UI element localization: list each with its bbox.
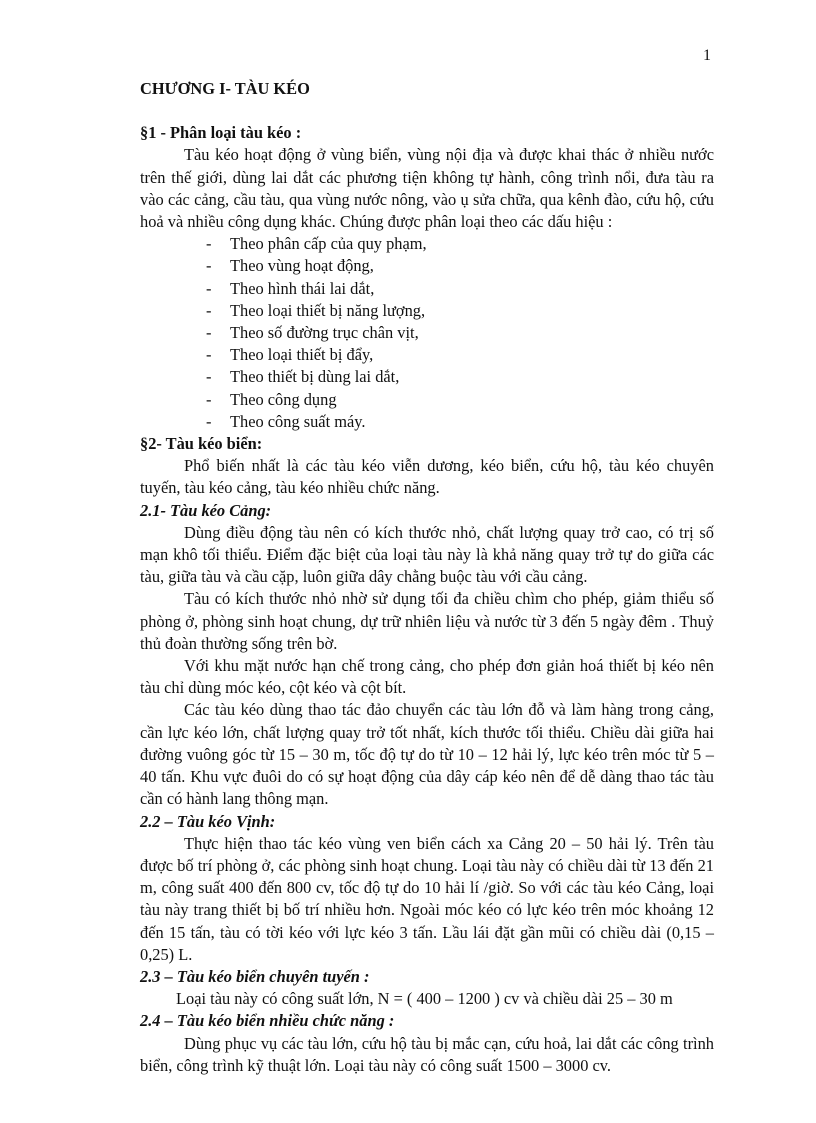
page-number: 1 — [703, 47, 711, 64]
subsection-heading-2-4: 2.4 – Tàu kéo biển nhiều chức năng : — [140, 1011, 395, 1031]
list-item: - Theo số đường trục chân vịt, — [206, 322, 714, 344]
document-body — [140, 78, 714, 1077]
paragraph: Dùng phục vụ các tàu lớn, cứu hộ tàu bị mắc cạn, cứu hoả, lai dắt các công trình biển, công trình kỹ thuật lớn. Loại tàu này có công suất 1500 – 3000 cv. — [140, 1033, 714, 1075]
paragraph: Dùng điều động tàu nên có kích thước nhỏ, chất lượng quay trở cao, có trị số mạn khô tối thiểu. Điểm đặc biệt của loại tàu này là khả năng quay trở tự do giữa các tàu, giữa tàu và cầu cặp, luôn giữa dây chằng buộc tàu với cầu cảng. — [140, 522, 714, 587]
subsection-heading-2-3: 2.3 – Tàu kéo biển chuyên tuyến : — [140, 966, 370, 986]
subsection-heading-2-2: 2.2 – Tàu kéo Vịnh: — [140, 811, 276, 831]
list-item: - Theo phân cấp của quy phạm, — [206, 233, 714, 255]
paragraph: Tàu kéo hoạt động ở vùng biển, vùng nội địa và được khai thác ở nhiều nước trên thế giới, dùng lai dắt các phương tiện không tự hành, công trình nổi, đưa tàu ra vào các cảng, cầu tàu, qua vùng nước nông, vào ụ sửa chữa, qua kênh đào, cứu hộ, cứu hoả và nhiều công dụng khác. Chúng được phân loại theo các dấu hiệu : — [140, 145, 714, 232]
section-heading-1: §1 - Phân loại tàu kéo : — [140, 123, 302, 143]
classification-list — [140, 233, 714, 433]
list-item: - Theo thiết bị dùng lai dắt, — [206, 366, 714, 388]
list-item: - Theo công suất máy. — [206, 411, 714, 433]
list-item: - Theo vùng hoạt động, — [206, 255, 714, 277]
list-item: - Theo loại thiết bị năng lượng, — [206, 300, 714, 322]
list-item: - Theo loại thiết bị đẩy, — [206, 344, 714, 366]
paragraph: Với khu mặt nước hạn chế trong cảng, cho phép đơn giản hoá thiết bị kéo nên tàu chỉ dùng móc kéo, cột kéo và cột bít. — [140, 656, 714, 698]
paragraph: Các tàu kéo dùng thao tác đảo chuyển các tàu lớn đỗ và làm hàng trong cảng, cần lực kéo lớn, chất lượng quay trở tốt nhất, kích thước tối thiểu. Chiều dài giữa hai đường vuông góc từ 15 – 30 m, tốc độ tự do từ 10 – 12 hải lý, lực kéo trên móc từ 5 – 40 tấn. Khu vực đuôi do có sự hoạt động của dây cáp kéo nên để dễ dàng thao tác tàu cần có hành lang thông mạn. — [140, 700, 714, 809]
section-heading-2: §2- Tàu kéo biển: — [140, 434, 263, 454]
list-item: - Theo công dụng — [206, 389, 714, 411]
list-item: - Theo hình thái lai dắt, — [206, 278, 714, 300]
paragraph: Loại tàu này có công suất lớn, N = ( 400 – 1200 ) cv và chiều dài 25 – 30 m — [176, 989, 673, 1009]
chapter-title: CHƯƠNG I- TÀU KÉO — [140, 79, 310, 98]
subsection-heading-2-1: 2.1- Tàu kéo Cảng: — [140, 500, 272, 520]
paragraph: Thực hiện thao tác kéo vùng ven biển cách xa Cảng 20 – 50 hải lý. Trên tàu được bố trí phòng ở, các phòng sinh hoạt chung. Loại tàu này có chiều dài từ 13 đến 21 m, công suất 400 đến 800 cv, tốc độ tự do 10 hải lí /giờ. So với các tàu kéo Cảng, loại tàu này trang thiết bị bố trí nhiều hơn. Ngoài móc kéo có lực kéo trên móc khoảng 12 đến 15 tấn, tàu có tời kéo với lực kéo 3 tấn. Lầu lái đặt gần mũi có chiều dài (0,15 – 0,25) L. — [140, 833, 714, 964]
paragraph: Tàu có kích thước nhỏ nhờ sử dụng tối đa chiều chìm cho phép, giảm thiểu số phòng ở, phòng sinh hoạt chung, dự trữ nhiên liệu và nước từ 3 đến 5 ngày đêm . Thuỷ thủ đoàn thường sống trên bờ. — [140, 589, 714, 653]
paragraph: Phổ biến nhất là các tàu kéo viễn dương, kéo biển, cứu hộ, tàu kéo chuyên tuyến, tàu kéo cảng, tàu kéo nhiều chức năng. — [140, 456, 714, 498]
